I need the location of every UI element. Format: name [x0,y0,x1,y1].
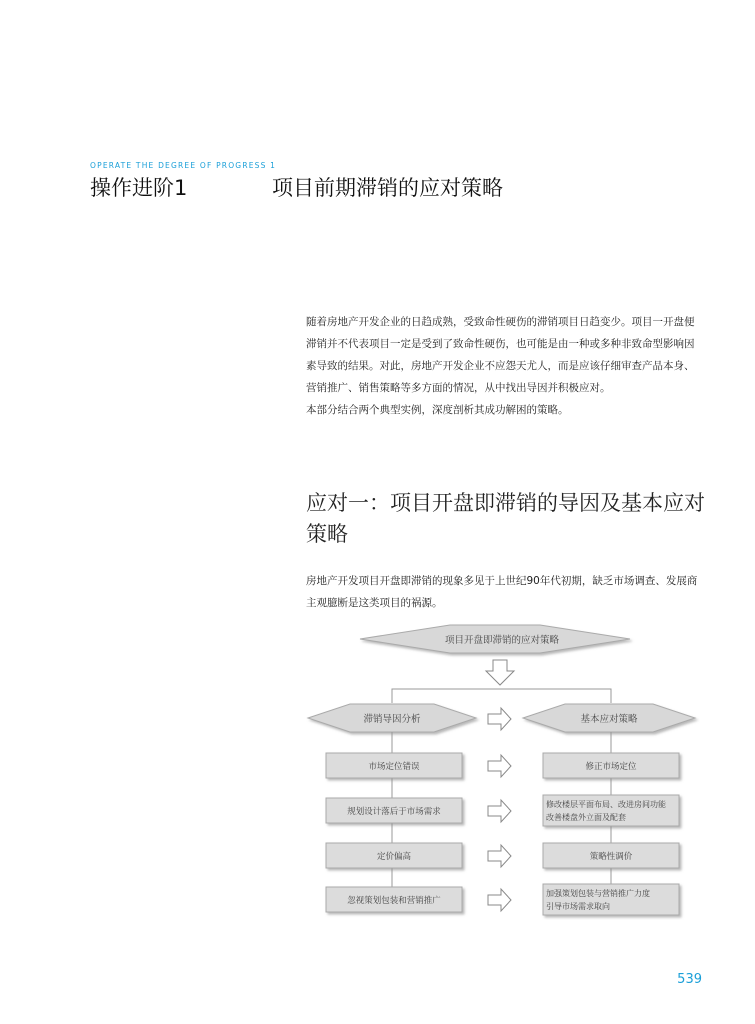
right-head-label: 基本应对策略 [580,714,638,725]
strategy-flowchart [300,615,700,920]
cause-label-3: 定价偏高 [376,852,412,862]
solution-box-1 [543,753,679,778]
cause-box-4 [326,887,462,912]
cause-label-2: 规划设计落后于市场需求 [347,807,441,817]
intro-text [306,311,702,421]
row-arrow-icon-4 [488,889,511,911]
left-head-label: 滞销导因分析 [363,714,421,725]
intro-paragraph-2: 本部分结合两个典型实例，深度剖析其成功解困的策略。 [306,404,569,416]
solution-box-2 [543,795,679,826]
branch-line-right [500,689,611,703]
solution-label-2a: 修改楼层平面布局、改进房间功能 [546,800,666,809]
head-arrow-icon [488,708,511,730]
chapter-title: 操作进阶1 [90,176,188,200]
solution-label-3: 策略性调价 [589,852,633,862]
top-diamond-label: 项目开盘即滞销的应对策略 [444,635,560,646]
intro-paragraph-1: 随着房地产开发企业的日趋成熟，受致命性硬伤的滞销项目日趋变少。项目一开盘便滞销并不代表项目一定是受到了致命性硬伤，也可能是由一种或多种非致命型影响因素导致的结果。对此，房地产开发企业不应怨天尤人，而是应该仔细审查产品本身、营销推广、销售策略等多方面的情况，从中找出导因并积极应对。 [306,316,695,394]
solution-label-1: 修正市场定位 [585,762,637,772]
solution-label-4b: 引导市场需求取向 [546,902,610,911]
row-arrow-icon-3 [488,845,511,867]
row-arrow-icon-2 [488,800,511,822]
cause-label-4: 忽视策划包装和营销推广 [347,896,441,906]
section-heading: 应对一：项目开盘即滞销的导因及基本应对策略 [306,491,705,546]
solution-label-2b: 改善楼盘外立面及配套 [546,813,626,822]
cause-box-3 [326,843,462,868]
section-body: 房地产开发项目开盘即滞销的现象多见于上世纪90年代初期，缺乏市场调查、发展商主观臆断是这类项目的祸源。 [306,575,698,609]
solution-box-3 [543,843,679,868]
solution-box-4 [543,884,679,915]
row-arrow-icon-1 [488,755,511,777]
cause-box-2 [326,798,462,823]
chapter-subtitle: 项目前期滞销的应对策略 [272,176,503,200]
down-arrow-icon [486,660,514,685]
cause-label-1: 市场定位错误 [368,762,420,772]
cause-box-1 [326,753,462,778]
page-number: 539 [677,972,702,987]
branch-line-left [392,689,500,703]
section-eyebrow: OPERATE THE DEGREE OF PROGRESS 1 [90,161,277,170]
solution-label-4a: 加强策划包装与营销推广力度 [546,889,650,898]
